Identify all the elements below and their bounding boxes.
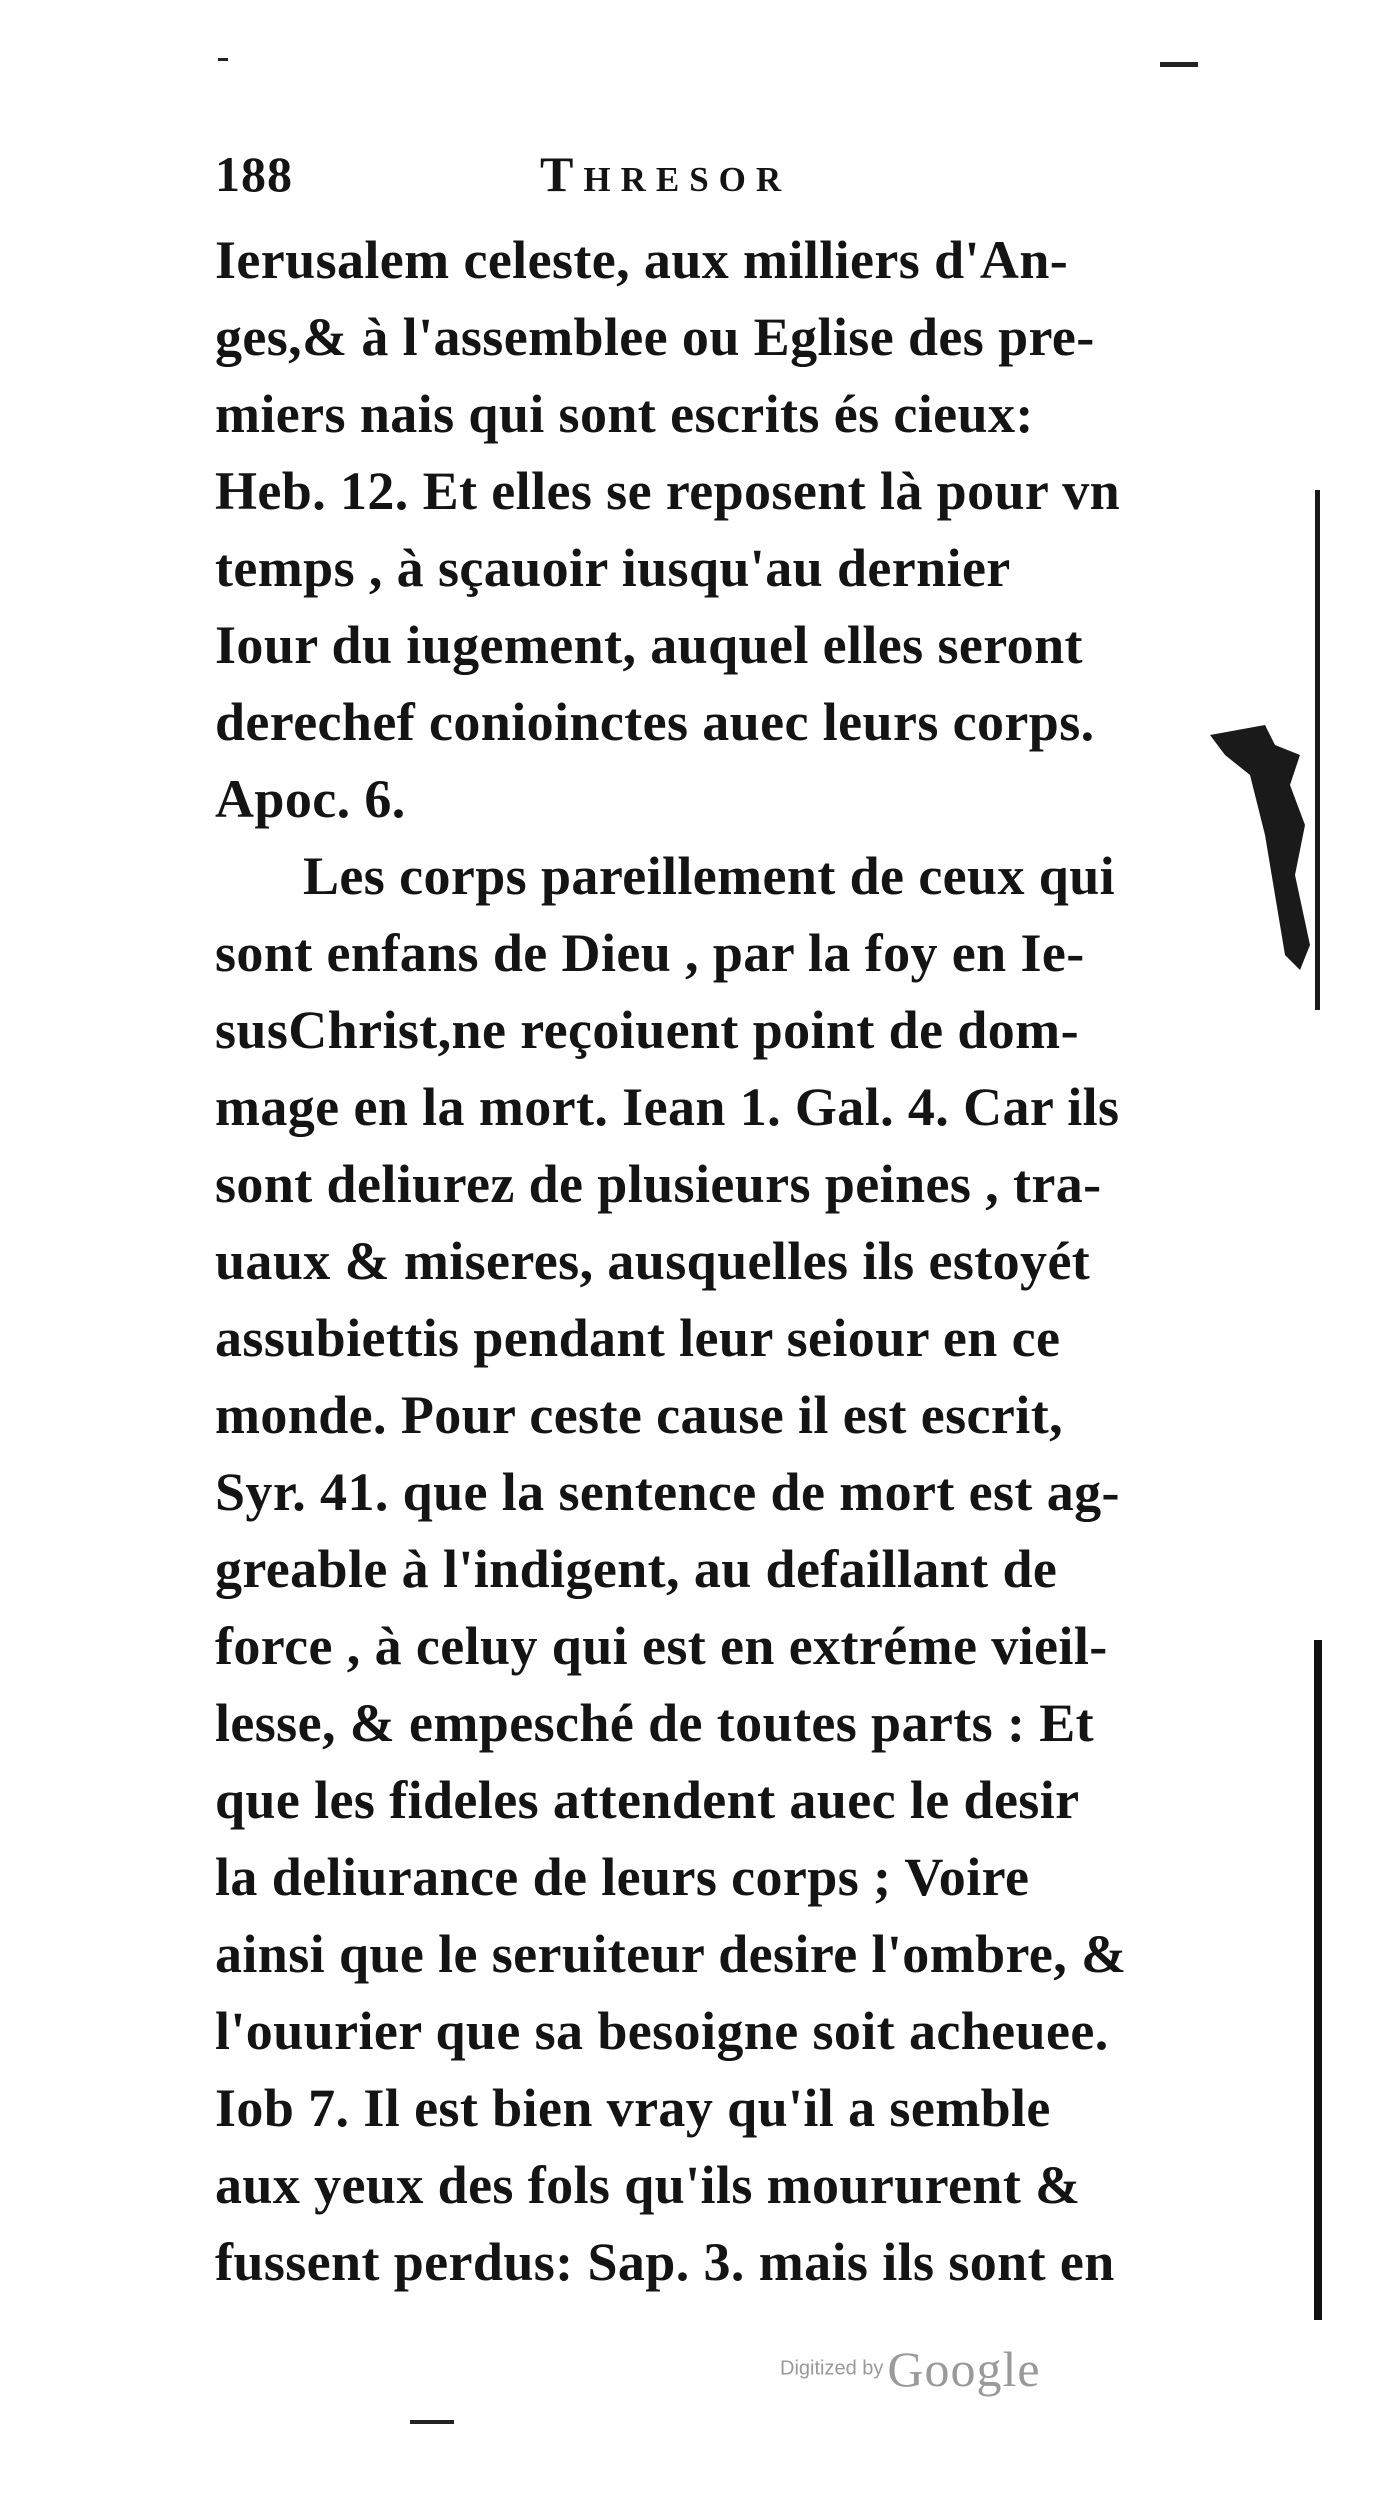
text-line: aux yeux des fols qu'ils moururent &: [215, 2155, 1081, 2215]
text-line: susChrist,ne reçoiuent point de dom-: [215, 1000, 1079, 1060]
text-line-paragraph-start: Les corps pareillement de ceux qui: [303, 846, 1116, 906]
text-line: derechef conioinctes auec leurs corps.: [215, 692, 1095, 752]
text-line: l'ouurier que sa besoigne soit acheuee.: [215, 2001, 1109, 2061]
running-head: [215, 145, 1235, 215]
text-line: la deliurance de leurs corps ; Voire: [215, 1847, 1030, 1907]
page-number: 188: [215, 146, 293, 202]
text-line: Iour du iugement, auquel elles seront: [215, 615, 1083, 675]
ink-dash-top: [1160, 62, 1198, 67]
text-line: sont enfans de Dieu , par la foy en Ie-: [215, 923, 1085, 983]
text-line: temps , à sçauoir iusqu'au dernier: [215, 538, 1011, 598]
text-line: Ierusalem celeste, aux milliers d'An-: [215, 230, 1069, 290]
watermark-prefix: Digitized by: [780, 2357, 884, 2380]
text-line: force , à celuy qui est en extréme vieil-: [215, 1616, 1108, 1676]
digitized-watermark: [780, 2340, 1080, 2400]
text-line: mage en la mort. Iean 1. Gal. 4. Car ils: [215, 1077, 1120, 1137]
text-line: Iob 7. Il est bien vray qu'il a semble: [215, 2078, 1051, 2138]
text-line: que les fideles attendent auec le desir: [215, 1770, 1080, 1830]
text-line: assubiettis pendant leur seiour en ce: [215, 1308, 1061, 1368]
ink-dash-bottom: [410, 2420, 454, 2424]
text-line: lesse, & empesché de toutes parts : Et: [215, 1693, 1095, 1753]
text-line: monde. Pour ceste cause il est escrit,: [215, 1385, 1063, 1445]
text-line: miers nais qui sont escrits és cieux:: [215, 384, 1034, 444]
text-line: fussent perdus: Sap. 3. mais ils sont en: [215, 2232, 1115, 2292]
text-line: ges,& à l'assemblee ou Eglise des pre-: [215, 307, 1095, 367]
text-line: Heb. 12. Et elles se reposent là pour vn: [215, 461, 1121, 521]
text-line: ainsi que le seruiteur desire l'ombre, &: [215, 1924, 1127, 1984]
binding-shadow-top: [1315, 490, 1320, 1010]
text-line: uaux & miseres, ausquelles ils estoyét: [215, 1231, 1091, 1291]
binding-shadow-bottom: [1314, 1640, 1322, 2320]
text-line: sont deliurez de plusieurs peines , tra-: [215, 1154, 1102, 1214]
text-line: Apoc. 6.: [215, 769, 406, 829]
text-line: Syr. 41. que la sentence de mort est ag-: [215, 1462, 1120, 1522]
watermark-brand: Google: [887, 2341, 1041, 2397]
body-text: [215, 222, 1245, 2301]
text-line: greable à l'indigent, au defaillant de: [215, 1539, 1058, 1599]
running-head-title: Thresor: [540, 146, 792, 202]
ink-speck: [218, 58, 228, 61]
